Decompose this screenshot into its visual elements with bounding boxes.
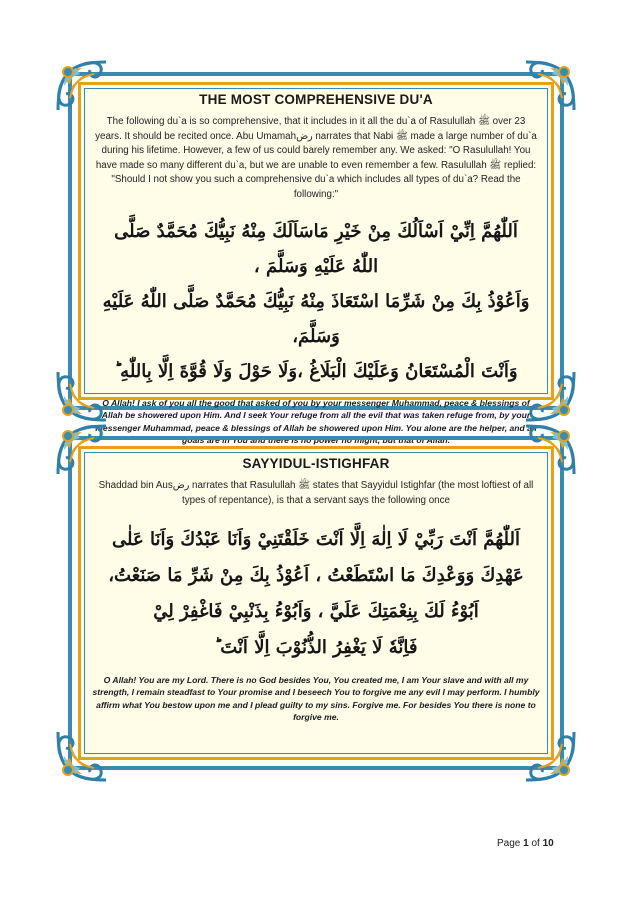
arabic-line: وَاَعُوْذُ بِكَ مِنْ شَرِّمَا اسْتَعَاذَ مِنْهُ نَبِيُّكَ مُحَمَّدٌ صَلَّى اللّٰهُ عَلَيْهِ وَسَلَّمَ، xyxy=(102,291,530,347)
arabic-line: فَاِنَّهٗ لَا يَغْفِرُ الذُّنُوْبَ اِلَّا اَنْتَ ؕ xyxy=(214,637,418,658)
arabic-line: عَهْدِكَ وَوَعْدِكَ مَا اسْتَطَعْتُ ، اَعُوْذُ بِكَ مِنْ شَرِّ مَا صَنَعْتُ، xyxy=(108,565,524,586)
page-number xyxy=(497,838,554,849)
card-content xyxy=(92,456,540,756)
translation: O Allah! You are my Lord. There is no God besides You, You created me, I am Your slave and with all my strength, I remain steadfast to Your promise and I beseech You to forgive me any evil I may perform. I humbly affirm what You bestow upon me and I plead guilty to my sins. Forgive me. For besides You there is none to forgive me. xyxy=(92,675,540,722)
card-intro: The following du`a is so comprehensive, that it includes in it all the du`a of Rasulullah ﷺ over 23 years. It should be recited once. Abu Umamahرض narrates that Nabi ﷺ made a large number of du`a during his lifetime. However, a few of us could barely remember any. We asked: "O Rasulullah! You have made so many different du`a, but we are unable to even remember a few. Rasulullah ﷺ replied: "Should I not show you such a comprehensive du`a which includes all types of du`a? Read the following:" xyxy=(95,116,537,200)
arabic-text xyxy=(98,522,534,666)
translation: O Allah! I ask of you all the good that asked of you by your messenger Muhammad, peace & blessings of Allah be showered upon Him. And I seek Your refuge from all the evil that was taken refuge from, by your messenger Muhammad, peace & blessings of Allah be showered upon Him. You alone are the helper, and all goals are in You and there is no power no might, but that of Allah. xyxy=(95,398,537,445)
page-of: of xyxy=(531,838,540,849)
current-page: 1 xyxy=(523,838,529,849)
total-pages: 10 xyxy=(542,838,554,849)
arabic-line: وَاَنْتَ الْمُسْتَعَانُ وَعَلَيْكَ الْبَلَاغُ ،وَلَا حَوْلَ وَلَا قُوَّةَ اِلَّا بِاللّٰهِ ؕ xyxy=(114,361,518,382)
sayyidul-istighfar-card xyxy=(68,436,564,770)
card-intro: Shaddad bin Ausرض narrates that Rasulullah ﷺ states that Sayyidul Istighfar (the most loftiest of all types of repentance), is that a servant says the following once xyxy=(98,480,534,506)
arabic-text xyxy=(98,214,534,389)
page-label: Page xyxy=(497,838,521,849)
comprehensive-dua-card xyxy=(68,72,564,445)
arabic-line: اَبُوْءُ لَكَ بِنِعْمَتِكَ عَلَيَّ ، وَاَبُوْءُ بِذَنْبِيْ فَاغْفِرْ لِيْ xyxy=(153,601,479,622)
card-content xyxy=(92,92,540,445)
arabic-line: اَللّٰهُمَّ اِنِّيْ اَسْاَلُكَ مِنْ خَيْرِ مَاسَاَلَكَ مِنْهُ نَبِيُّكَ مُحَمَّدٌ صَلَّى اللّٰهُ عَلَيْهِ وَسَلَّمَ ، xyxy=(114,221,518,277)
card-title: THE MOST COMPREHENSIVE DU'A xyxy=(199,92,433,107)
arabic-line: اَللّٰهُمَّ اَنْتَ رَبِّيْ لَا اِلٰهَ اِلَّا اَنْتَ خَلَقْتَنِيْ وَاَنَا عَبْدُكَ وَاَنَا عَلٰى xyxy=(112,529,520,550)
card-title: SAYYIDUL-ISTIGHFAR xyxy=(242,456,390,471)
